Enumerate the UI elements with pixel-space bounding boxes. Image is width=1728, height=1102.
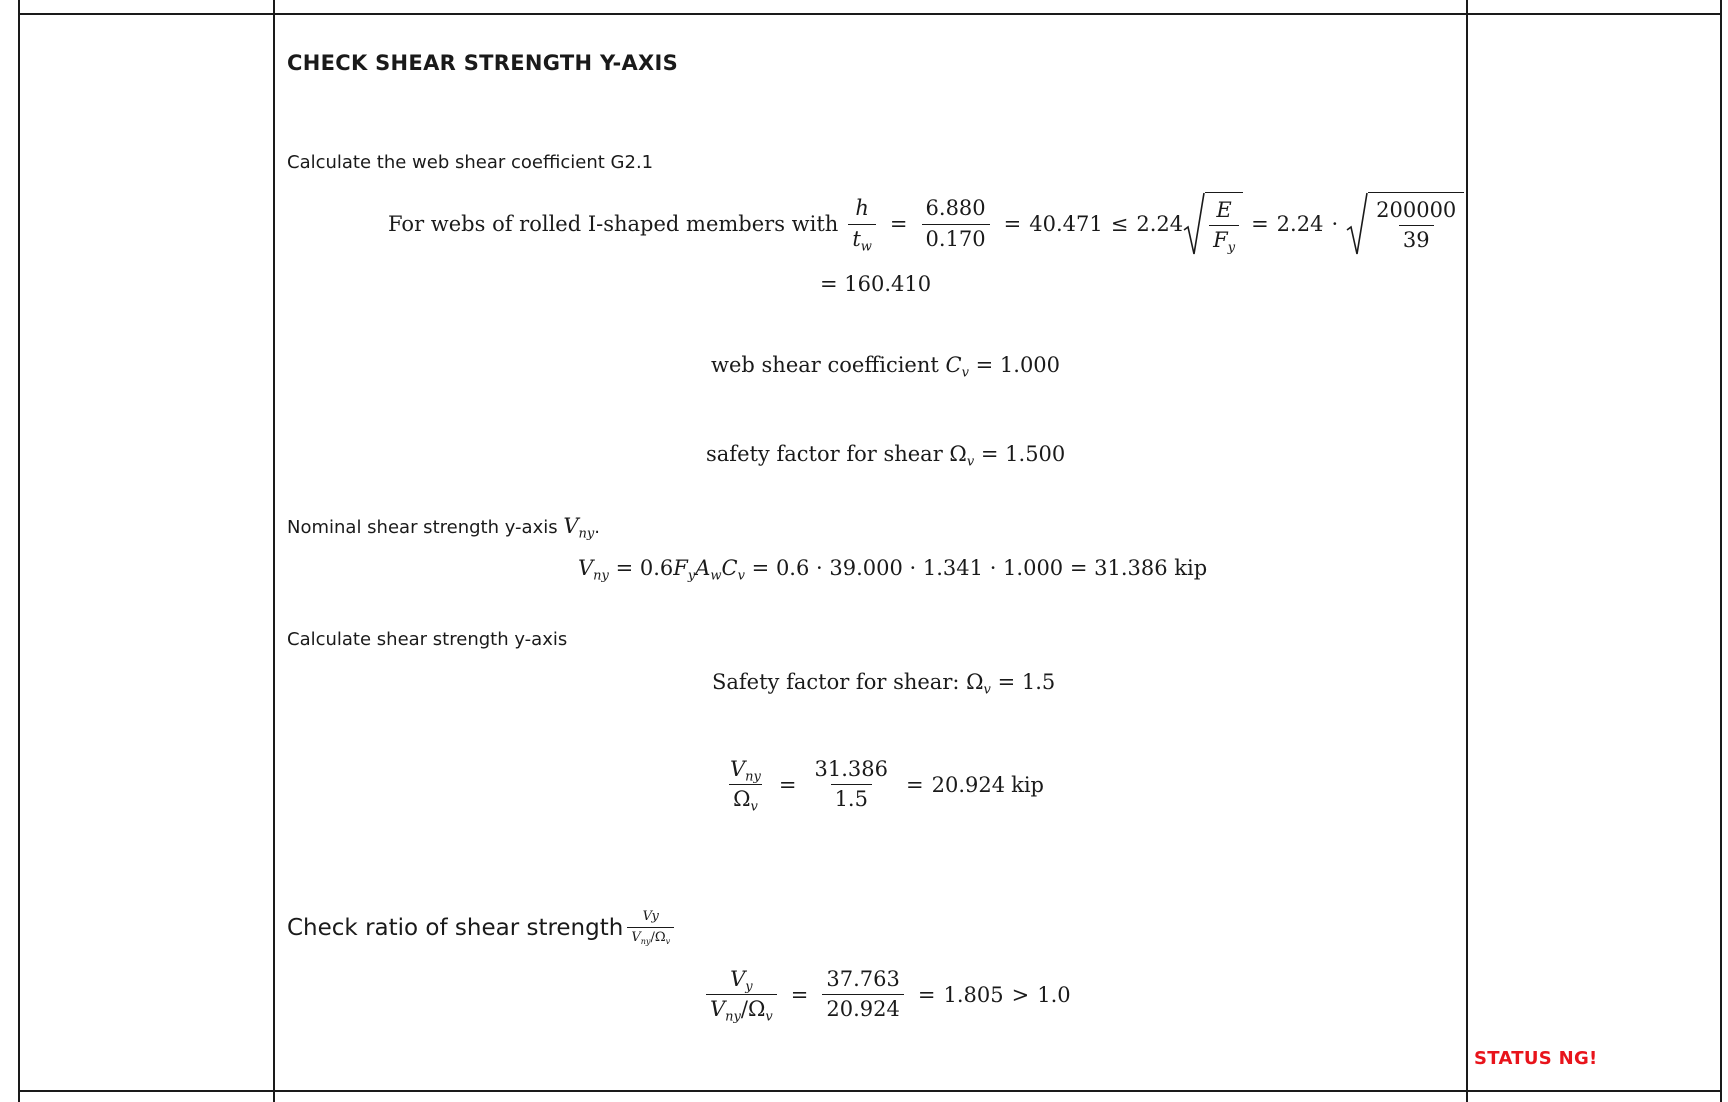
cv-value: 1.000 xyxy=(999,353,1061,377)
h-over-tw-fraction: $\frac{h}{t_w}$ xyxy=(848,197,876,250)
allowable-sf-equation: Safety factor for shear: $\Omega_v = 1.5$ xyxy=(712,670,1056,698)
web-shear-intro: Calculate the web shear coefficient G2.1 xyxy=(287,152,654,173)
ratio-equation: $\frac{V_y}{V_{ny}/\Omega_v}$ = $\frac{37.763}{20.924}$ = 1.805 > 1.0 xyxy=(706,968,1071,1021)
ratio-label: Check ratio of shear strength xyxy=(287,914,624,941)
nominal-equation: $V_{ny} = 0.6F_yA_wC_v = 0.6 \cdot 39.000 \cdot 1.341 \cdot 1.000 = 31.386$ kip xyxy=(578,556,1208,584)
cv-text: web shear coefficient xyxy=(711,353,939,377)
nominal-factor-repeat: 0.6 xyxy=(775,556,810,580)
table-border-left xyxy=(18,0,20,1102)
allowable-unit: kip xyxy=(1011,772,1044,797)
allowable-sf-text: Safety factor for shear: xyxy=(712,670,960,694)
ratio-limit: 1.0 xyxy=(1037,982,1071,1007)
nominal-result: 31.386 xyxy=(1094,556,1168,580)
nominal-Cv: 1.000 xyxy=(1003,556,1064,580)
ratio-allowable: 20.924 xyxy=(822,994,903,1021)
table-row-bottom-border xyxy=(18,1090,1722,1092)
sqrt-numeric xyxy=(1346,192,1464,256)
limit-value: 160.410 xyxy=(844,272,932,296)
section-title: CHECK SHEAR STRENGTH Y-AXIS xyxy=(287,51,679,75)
nominal-factor: 0.6 xyxy=(639,556,674,580)
radical-sign-icon xyxy=(1346,192,1368,256)
status-badge: STATUS NG! xyxy=(1474,1048,1598,1069)
nominal-label-line: Nominal shear strength y-axis $V_{ny}$. xyxy=(287,514,601,542)
allowable-Vny: 31.386 xyxy=(814,757,889,781)
ratio-result: 1.805 xyxy=(943,982,1004,1007)
h-over-tw-values xyxy=(922,197,990,250)
h-value: 6.880 xyxy=(925,196,986,221)
web-slenderness-equation: For webs of rolled I-shaped members with $\frac{h}{t_w}$ = $\frac{6.880}{0.170}$ = 40.471 ≤ 2.24 $\frac{E}{F_y}$ = 2.24 · $\frac{200000}{39}$ xyxy=(388,192,1464,256)
web-lead-text: For webs of rolled I-shaped members with xyxy=(388,212,839,236)
ratio-Vy: 37.763 xyxy=(826,967,900,991)
allowable-sf-value: 1.5 xyxy=(1021,670,1056,694)
nominal-Fy: 39.000 xyxy=(829,556,903,580)
nominal-Aw: 1.341 xyxy=(922,556,984,580)
slenderness-ratio-value: 40.471 xyxy=(1029,212,1103,236)
tw-value: 0.170 xyxy=(922,224,990,251)
table-border-right xyxy=(1720,0,1722,1102)
allowable-result: 20.924 xyxy=(931,772,1006,797)
omega-text: safety factor for shear xyxy=(706,442,943,466)
nominal-label: Nominal shear strength y-axis xyxy=(287,517,558,538)
E-value: 200000 xyxy=(1376,197,1457,222)
sqrt-E-over-Fy: $\frac{E}{F_y}$ xyxy=(1183,192,1243,256)
slenderness-limit-result: = 160.410 xyxy=(820,272,932,296)
omega-value: 1.500 xyxy=(1005,442,1066,466)
allowable-equation: $\frac{V_{ny}}{\Omega_v}$ = $\frac{31.386}{1.5}$ = 20.924 kip xyxy=(730,757,1044,815)
allowable-omega: 1.5 xyxy=(831,784,872,811)
omega-equation: safety factor for shear $\Omega_v = 1.500$ xyxy=(706,442,1066,470)
nominal-unit: kip xyxy=(1174,556,1208,580)
table-column-divider-2 xyxy=(1466,0,1468,1102)
Fy-value: 39 xyxy=(1399,225,1434,252)
cv-equation: web shear coefficient $C_v = 1.000$ xyxy=(711,353,1061,381)
limit-coefficient-repeat: 2.24 xyxy=(1276,212,1324,236)
ratio-label-line: Check ratio of shear strength $\frac{Vy}{V_{ny}/\Omega_v}$ xyxy=(287,910,680,946)
table-row-top-border xyxy=(18,13,1722,15)
table-column-divider-1 xyxy=(273,0,275,1102)
limit-coefficient: 2.24 xyxy=(1136,212,1184,236)
allowable-label: Calculate shear strength y-axis xyxy=(287,629,568,650)
radical-sign-icon xyxy=(1183,192,1205,256)
